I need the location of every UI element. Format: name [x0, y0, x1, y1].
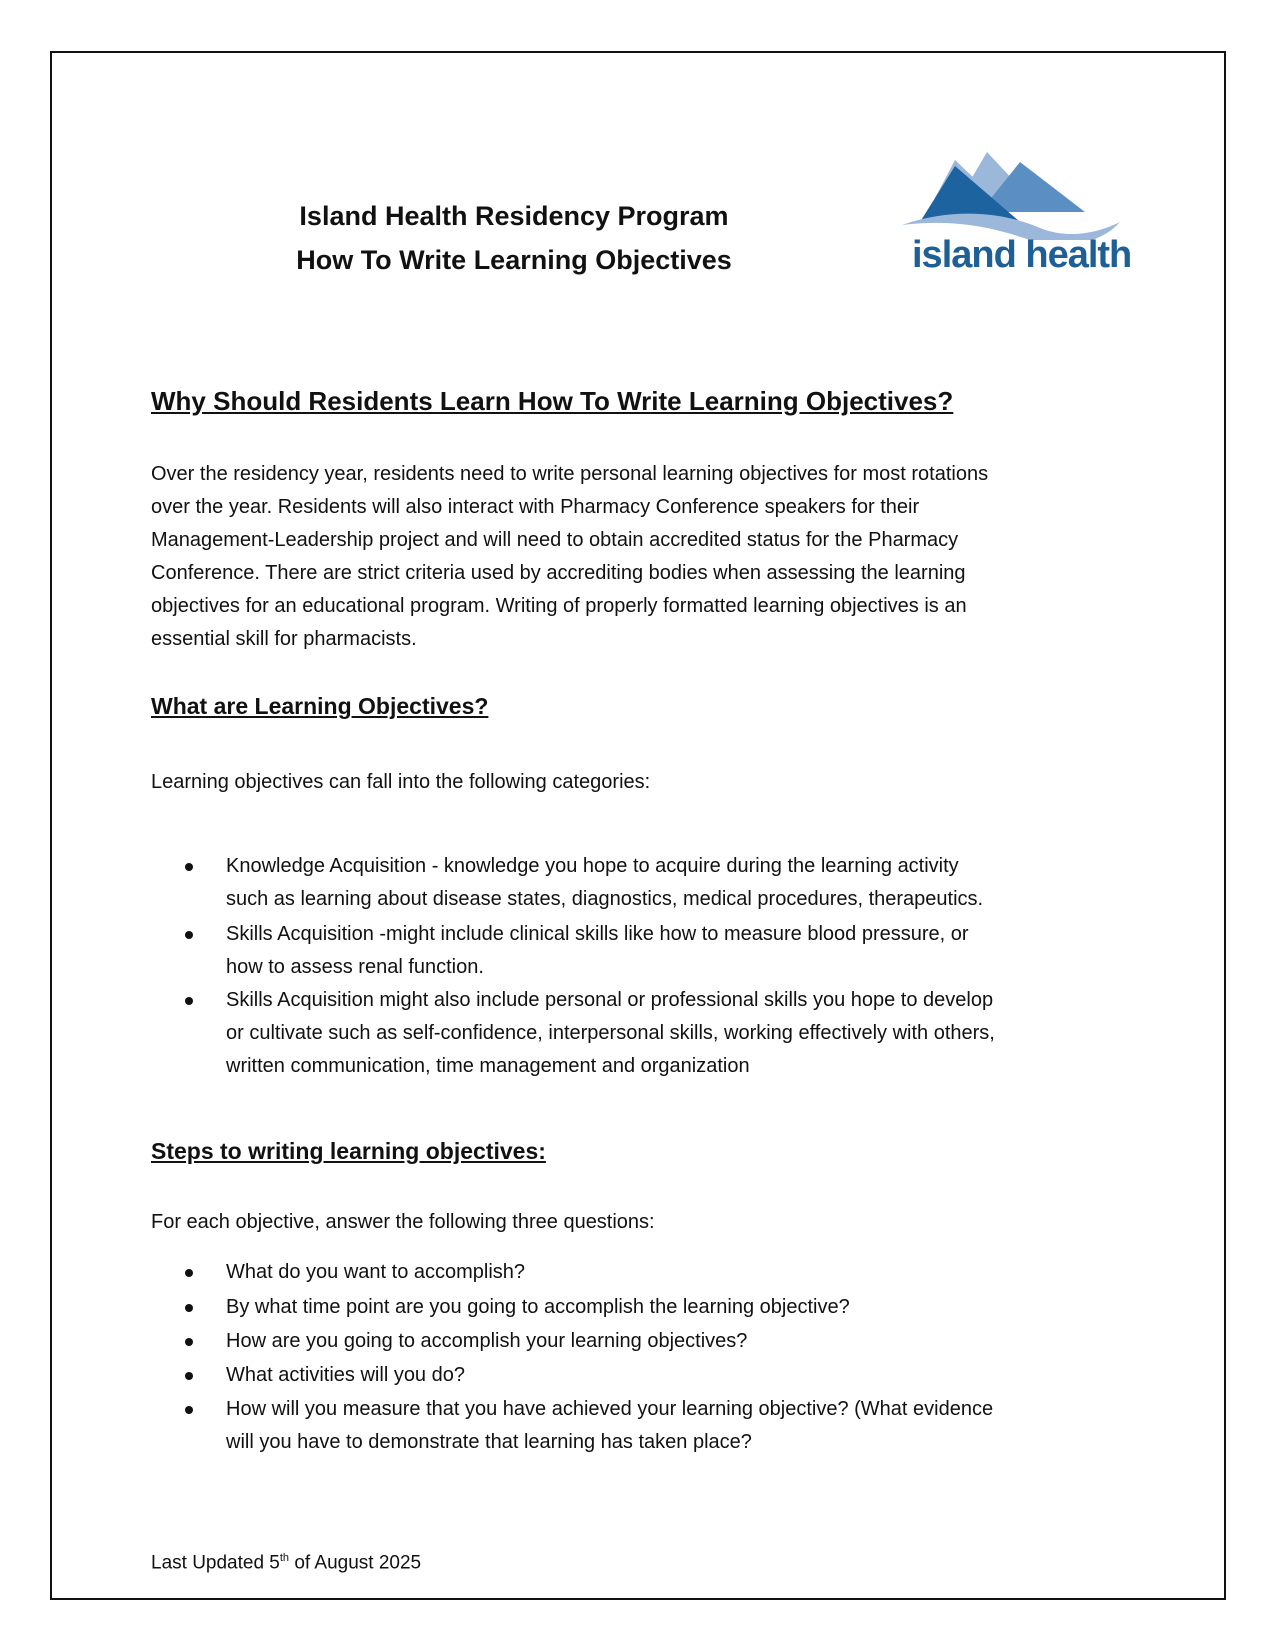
list-item-line: What do you want to accomplish? — [226, 1261, 526, 1283]
bullet-icon — [185, 1338, 193, 1346]
section-heading-steps: Steps to writing learning objectives: — [151, 1138, 546, 1164]
list-item-line: how to assess renal function. — [226, 956, 484, 978]
paragraph-line: objectives for an educational program. Writing of properly formatted learning objectives is an — [151, 595, 967, 617]
footer-prefix: Last Updated 5 — [151, 1552, 280, 1574]
bullet-icon — [185, 863, 193, 871]
paragraph-line: over the year. Residents will also interact with Pharmacy Conference speakers for their — [151, 496, 920, 518]
paragraph-line: essential skill for pharmacists. — [151, 628, 417, 650]
mountains-logo-icon — [900, 150, 1122, 240]
list-item-line: Knowledge Acquisition - knowledge you hope to acquire during the learning activity — [226, 855, 959, 877]
list-item-line: such as learning about disease states, diagnostics, medical procedures, therapeutics. — [226, 888, 984, 910]
list-item-line: How will you measure that you have achieved your learning objective? (What evidence — [226, 1398, 994, 1420]
paragraph-line: Over the residency year, residents need to write personal learning objectives for most rotations — [151, 463, 989, 485]
footer-suffix: of August 2025 — [289, 1552, 422, 1574]
paragraph-line: Management-Leadership project and will need to obtain accredited status for the Pharmacy — [151, 529, 959, 551]
bullet-icon — [185, 1406, 193, 1414]
section-heading-why: Why Should Residents Learn How To Write Learning Objectives? — [151, 386, 954, 416]
logo-text: island health — [912, 234, 1132, 276]
list-item-line: Skills Acquisition -might include clinical skills like how to measure blood pressure, or — [226, 923, 969, 945]
bullet-icon — [185, 1269, 193, 1277]
list-item-line: or cultivate such as self-confidence, interpersonal skills, working effectively with others, — [226, 1022, 995, 1044]
list-item-line: written communication, time management and organization — [226, 1055, 750, 1077]
list-item-line: Skills Acquisition might also include personal or professional skills you hope to develop — [226, 989, 994, 1011]
island-health-logo — [900, 150, 1132, 290]
list-item-line: How are you going to accomplish your learning objectives? — [226, 1330, 748, 1352]
doc-title-line1: Island Health Residency Program — [299, 201, 729, 231]
list-item-line: By what time point are you going to accomplish the learning objective? — [226, 1296, 850, 1318]
last-updated — [151, 1552, 421, 1574]
bullet-icon — [185, 1304, 193, 1312]
bullet-icon — [185, 1372, 193, 1380]
doc-title-line2: How To Write Learning Objectives — [296, 245, 732, 275]
bullet-icon — [185, 997, 193, 1005]
steps-intro: For each objective, answer the following three questions: — [151, 1211, 655, 1233]
bullet-icon — [185, 931, 193, 939]
paragraph-line: Conference. There are strict criteria used by accrediting bodies when assessing the learning — [151, 562, 966, 584]
categories-intro: Learning objectives can fall into the following categories: — [151, 771, 651, 793]
list-item-line: What activities will you do? — [226, 1364, 465, 1386]
footer-sup: th — [279, 1552, 290, 1564]
section-heading-what: What are Learning Objectives? — [151, 693, 489, 719]
list-item-line: will you have to demonstrate that learning has taken place? — [226, 1431, 752, 1453]
